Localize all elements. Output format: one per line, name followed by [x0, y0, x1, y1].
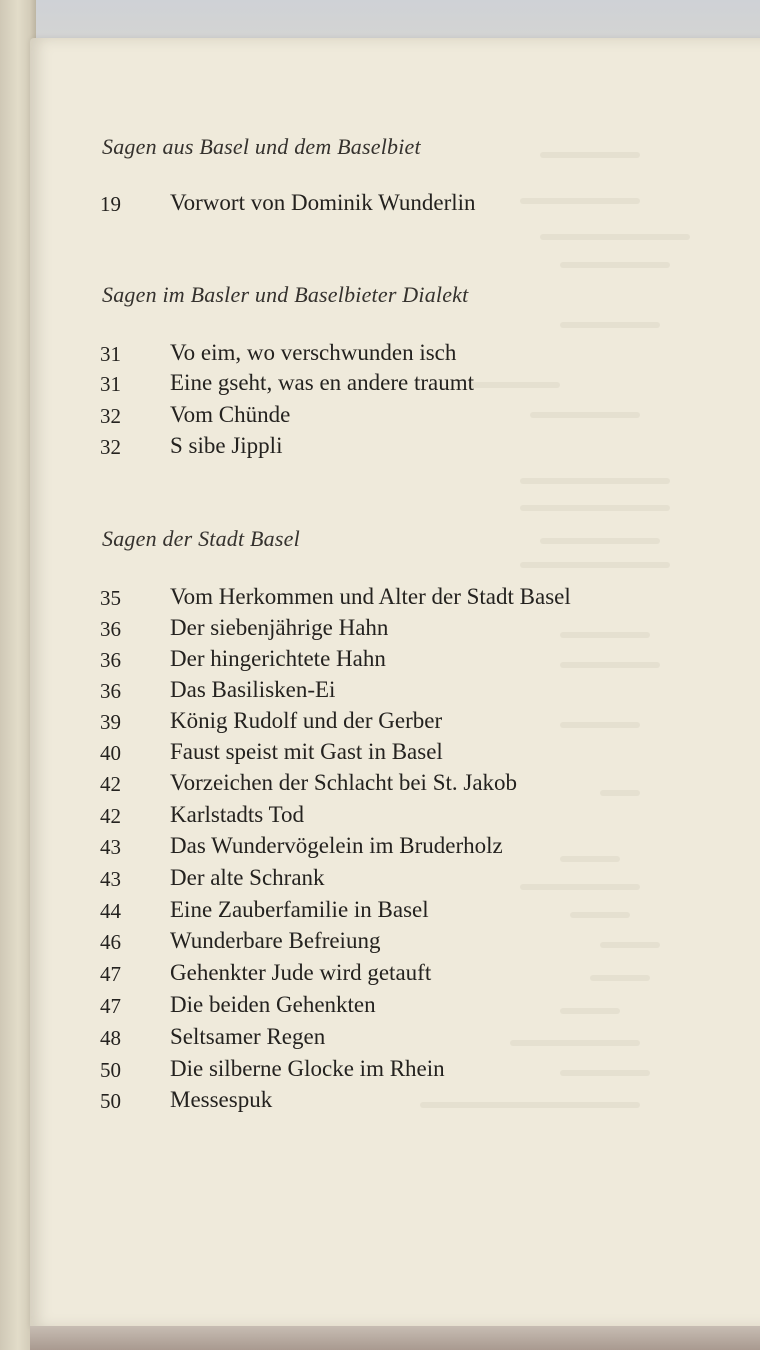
- page-number: 40: [100, 741, 121, 765]
- entry-title: S sibe Jippli: [170, 433, 283, 458]
- page-number: 32: [100, 435, 121, 459]
- page-number: 43: [100, 867, 121, 891]
- entry-title: Das Wundervögelein im Bruderholz: [170, 833, 503, 858]
- entry-title: Vorzeichen der Schlacht bei St. Jakob: [170, 770, 518, 795]
- page-number: 46: [100, 930, 121, 954]
- section-title: Sagen der Stadt Basel: [102, 526, 300, 551]
- entry-title: König Rudolf und der Gerber: [170, 708, 443, 733]
- entry-title: Vorwort von Dominik Wunderlin: [170, 190, 476, 215]
- entry-title: Vom Chünde: [170, 402, 291, 427]
- page-number: 50: [100, 1058, 121, 1082]
- entry-title: Messespuk: [170, 1087, 273, 1112]
- page-number: 36: [100, 679, 121, 703]
- page-number: 48: [100, 1026, 121, 1050]
- entry-title: Die beiden Gehenkten: [170, 992, 376, 1017]
- entry-title: Wunderbare Befreiung: [170, 928, 381, 953]
- entry-title: Das Basilisken-Ei: [170, 677, 336, 702]
- entry-title: Karlstadts Tod: [170, 802, 305, 827]
- entry-title: Die silberne Glocke im Rhein: [170, 1056, 445, 1081]
- entry-title: Der siebenjährige Hahn: [170, 615, 389, 640]
- page-number: 42: [100, 772, 121, 796]
- page-number: 35: [100, 586, 121, 610]
- page-number: 47: [100, 994, 121, 1018]
- page-number: 39: [100, 710, 121, 734]
- page-number: 19: [100, 192, 121, 216]
- entry-title: Faust speist mit Gast in Basel: [170, 739, 443, 764]
- entry-title: Eine gseht, was en andere traumt: [170, 370, 474, 395]
- page-number: 31: [100, 372, 121, 396]
- entry-title: Der hingerichtete Hahn: [170, 646, 386, 671]
- page-number: 50: [100, 1089, 121, 1113]
- entry-title: Vom Herkommen und Alter der Stadt Basel: [170, 584, 571, 609]
- entry-title: Vo eim, wo verschwunden isch: [170, 340, 457, 365]
- page-number: 42: [100, 804, 121, 828]
- section-title: Sagen aus Basel und dem Baselbiet: [102, 134, 421, 159]
- entry-title: Gehenkter Jude wird getauft: [170, 960, 432, 985]
- page-number: 36: [100, 648, 121, 672]
- page-number: 44: [100, 899, 121, 923]
- entry-title: Seltsamer Regen: [170, 1024, 326, 1049]
- entry-title: Der alte Schrank: [170, 865, 325, 890]
- entry-title: Eine Zauberfamilie in Basel: [170, 897, 429, 922]
- page-number: 43: [100, 835, 121, 859]
- page-number: 32: [100, 404, 121, 428]
- page-number: 36: [100, 617, 121, 641]
- section-title: Sagen im Basler und Baselbieter Dialekt: [102, 282, 469, 307]
- page-number: 47: [100, 962, 121, 986]
- page-number: 31: [100, 342, 121, 366]
